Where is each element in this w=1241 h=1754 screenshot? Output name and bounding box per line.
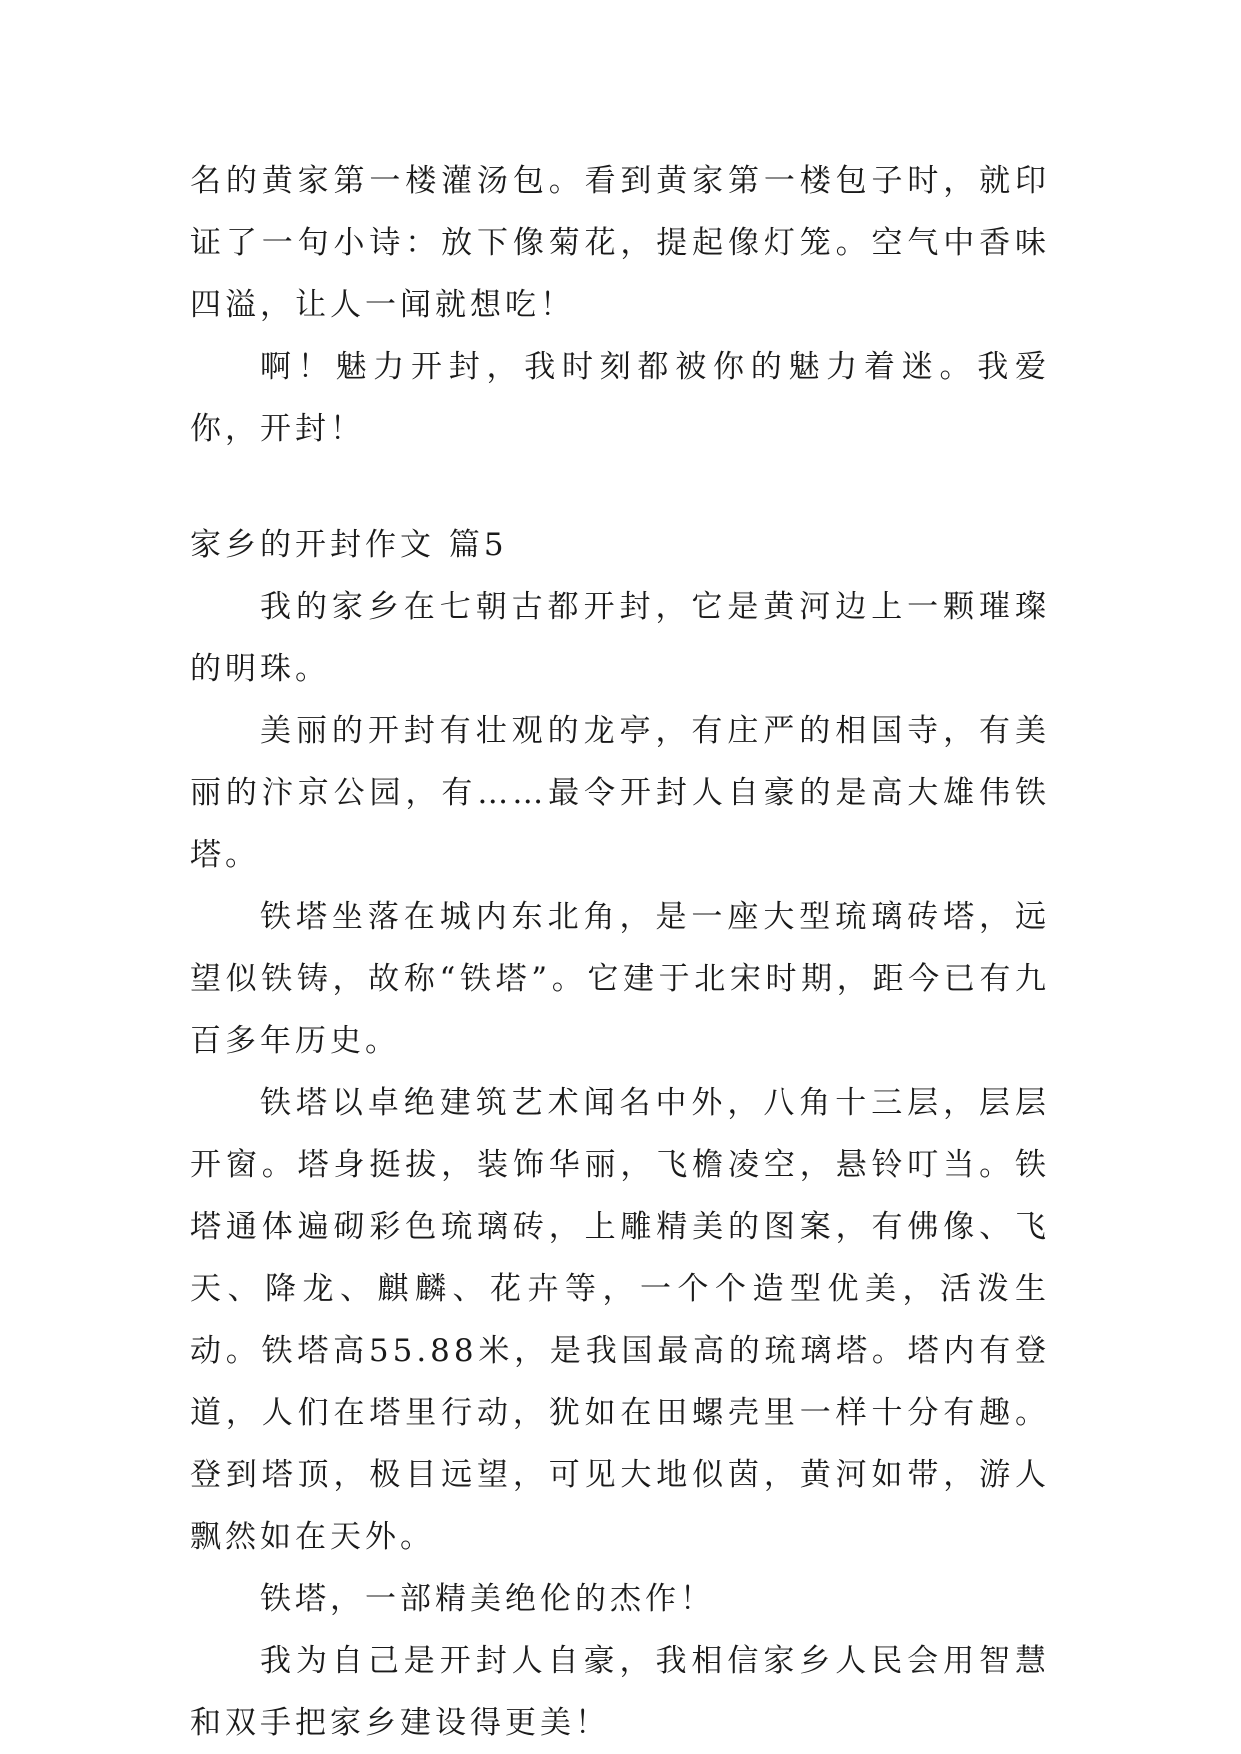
body-paragraph: 我的家乡在七朝古都开封，它是黄河边上一颗璀璨的明珠。 — [190, 589, 1050, 687]
document-page — [190, 150, 1050, 1754]
carryover-paragraph: 名的黄家第一楼灌汤包。看到黄家第一楼包子时，就印证了一句小诗：放下像菊花，提起像灯笼。空气中香味四溢，让人一闻就想吃！ — [190, 163, 1050, 323]
body-paragraph: 美丽的开封有壮观的龙亭，有庄严的相国寺，有美丽的汴京公园，有……最令开封人自豪的是高大雄伟铁塔。 — [190, 713, 1050, 873]
body-paragraph: 铁塔以卓绝建筑艺术闻名中外，八角十三层，层层开窗。塔身挺拔，装饰华丽，飞檐凌空，悬铃叮当。铁塔通体遍砌彩色琉璃砖，上雕精美的图案，有佛像、飞天、降龙、麒麟、花卉等，一个个造型优美，活泼生动。铁塔高55.88米，是我国最高的琉璃塔。塔内有登道，人们在塔里行动，犹如在田螺壳里一样十分有趣。登到塔顶，极目远望，可见大地似茵，黄河如带，游人飘然如在天外。 — [190, 1085, 1050, 1555]
body-paragraph: 铁塔，一部精美绝伦的杰作！ — [260, 1581, 715, 1617]
body-paragraph: 我为自己是开封人自豪，我相信家乡人民会用智慧和双手把家乡建设得更美！ — [190, 1643, 1050, 1741]
body-paragraph: 铁塔坐落在城内东北角，是一座大型琉璃砖塔，远望似铁铸，故称“铁塔”。它建于北宋时期，距今已有九百多年历史。 — [190, 899, 1050, 1059]
section-heading: 家乡的开封作文 篇5 — [190, 527, 508, 563]
closing-paragraph: 啊！魅力开封，我时刻都被你的魅力着迷。我爱你，开封！ — [190, 349, 1050, 447]
